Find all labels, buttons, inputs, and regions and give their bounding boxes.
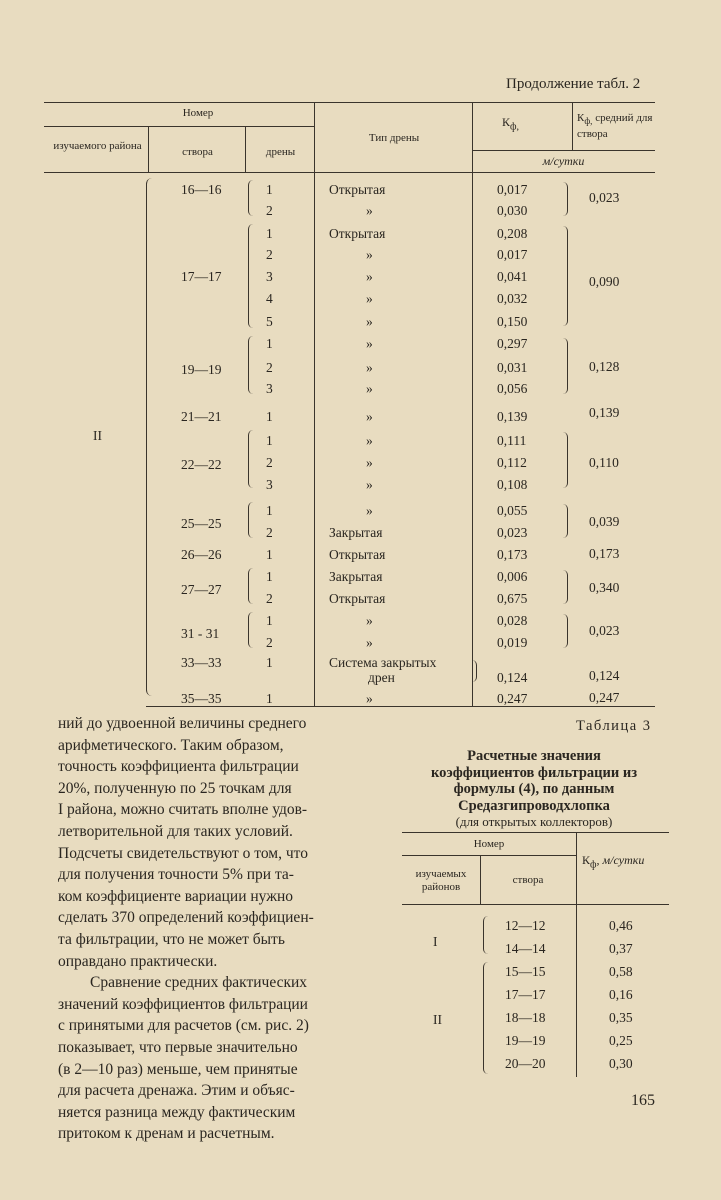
paragraph-line: летворительной для таких условий. bbox=[58, 822, 293, 840]
paragraph-line: точность коэффициента фильтрации bbox=[58, 758, 299, 776]
paragraph-line: для расчета дренажа. Этим и объяс- bbox=[58, 1082, 295, 1100]
paragraph-line: арифметического. Таким образом, bbox=[58, 736, 284, 754]
drena-number: 4 bbox=[266, 291, 273, 306]
avg-brace bbox=[561, 226, 568, 326]
stvor-label: 12—12 bbox=[505, 918, 546, 933]
drena-number: 1 bbox=[266, 547, 273, 562]
title-line: коэффициентов фильтрации из bbox=[430, 764, 638, 781]
kf-value: 0,030 bbox=[497, 203, 528, 218]
drena-number: 1 bbox=[266, 433, 273, 448]
drain-type: » bbox=[366, 455, 373, 470]
stvor-label: 16—16 bbox=[181, 182, 222, 197]
kf-average: 0,039 bbox=[589, 514, 620, 529]
kf-value: 0,032 bbox=[497, 291, 528, 306]
kf-unit: , м/сутки bbox=[596, 853, 645, 867]
kf-value: 0,017 bbox=[497, 247, 528, 262]
kf-value: 0,25 bbox=[609, 1033, 633, 1048]
drena-number: 1 bbox=[266, 336, 273, 351]
kf-value: 0,208 bbox=[497, 226, 528, 241]
kf-value: 0,124 bbox=[497, 670, 528, 685]
drena-number: 1 bbox=[266, 409, 273, 424]
kf-value: 0,37 bbox=[609, 941, 633, 956]
kf-avg-label: средний для створа bbox=[577, 112, 653, 141]
district-brace bbox=[146, 178, 155, 696]
rule bbox=[146, 706, 655, 707]
kf-value: 0,150 bbox=[497, 314, 528, 329]
rule bbox=[148, 126, 149, 172]
kf-avg-subscript: ф, bbox=[584, 116, 593, 127]
avg-brace bbox=[561, 570, 568, 604]
district-label: II bbox=[93, 428, 102, 443]
group-brace bbox=[483, 916, 490, 954]
group-brace bbox=[248, 180, 255, 216]
t3-header-stvor: створа bbox=[512, 874, 544, 886]
stvor-label: 31 - 31 bbox=[181, 626, 220, 641]
kf-value: 0,111 bbox=[497, 433, 527, 448]
rule bbox=[472, 102, 473, 706]
kf-average: 0,023 bbox=[589, 623, 620, 638]
kf-value: 0,019 bbox=[497, 635, 528, 650]
drena-number: 2 bbox=[266, 203, 273, 218]
table-3-label: Таблица 3 bbox=[576, 718, 652, 734]
kf-subscript: ф, bbox=[510, 121, 519, 133]
kf-value: 0,30 bbox=[609, 1056, 633, 1071]
avg-brace bbox=[561, 432, 568, 488]
drena-number: 2 bbox=[266, 360, 273, 375]
district-label: II bbox=[433, 1012, 442, 1027]
drena-number: 1 bbox=[266, 182, 273, 197]
kf-value: 0,056 bbox=[497, 381, 528, 396]
col-header-tip: Тип дрены bbox=[368, 132, 420, 144]
drain-type: » bbox=[366, 503, 373, 518]
stvor-label: 15—15 bbox=[505, 964, 546, 979]
drain-type: » bbox=[366, 314, 373, 329]
paragraph-line: няется разница между фактическим bbox=[58, 1103, 296, 1121]
drain-type: » bbox=[366, 291, 373, 306]
stvor-label: 27—27 bbox=[181, 582, 222, 597]
kf-average: 0,124 bbox=[589, 668, 620, 683]
drain-type: » bbox=[366, 247, 373, 262]
drena-number: 2 bbox=[266, 455, 273, 470]
kf-value: 0,46 bbox=[609, 918, 633, 933]
t3-header-rayon: изучаемых районов bbox=[415, 868, 467, 893]
stvor-label: 20—20 bbox=[505, 1056, 546, 1071]
drain-type: Открытая bbox=[329, 182, 386, 197]
kf-value: 0,017 bbox=[497, 182, 528, 197]
drain-type: » bbox=[366, 433, 373, 448]
avg-brace bbox=[561, 504, 568, 538]
page-number: 165 bbox=[631, 1092, 655, 1109]
rule bbox=[44, 172, 655, 173]
paragraph-line: с принятыми для расчетов (см. рис. 2) bbox=[58, 1017, 309, 1035]
drain-type: Открытая bbox=[329, 591, 386, 606]
rule bbox=[245, 126, 246, 172]
kf-value: 0,023 bbox=[497, 525, 528, 540]
title-line: Расчетные значения bbox=[467, 748, 601, 764]
kf-value: 0,031 bbox=[497, 360, 528, 375]
avg-brace bbox=[470, 660, 477, 682]
drain-type: » bbox=[366, 269, 373, 284]
drain-type: » bbox=[366, 381, 373, 396]
drena-number: 1 bbox=[266, 655, 273, 670]
district-label: I bbox=[433, 934, 438, 949]
kf-average: 0,128 bbox=[589, 359, 620, 374]
stvor-label: 35—35 bbox=[181, 691, 222, 706]
stvor-label: 25—25 bbox=[181, 516, 222, 531]
stvor-label: 14—14 bbox=[505, 941, 546, 956]
drain-type: » bbox=[366, 360, 373, 375]
kf-average: 0,173 bbox=[589, 546, 620, 561]
drain-type: » bbox=[366, 635, 373, 650]
drena-number: 2 bbox=[266, 525, 273, 540]
kf-value: 0,173 bbox=[497, 547, 528, 562]
rule bbox=[402, 832, 669, 833]
kf-avg-letter: К bbox=[577, 112, 585, 124]
rule bbox=[572, 102, 573, 150]
paragraph-line: ний до удвоенной величины среднего bbox=[58, 715, 307, 732]
avg-brace bbox=[561, 614, 568, 648]
stvor-label: 21—21 bbox=[181, 409, 222, 424]
kf-value: 0,35 bbox=[609, 1010, 633, 1025]
table-3-title bbox=[398, 748, 670, 814]
paragraph-line: I района, можно считать вполне удов- bbox=[58, 801, 308, 819]
col-header-unit: м/сутки bbox=[542, 154, 585, 168]
kf-average: 0,023 bbox=[589, 190, 620, 205]
drain-type: » bbox=[366, 613, 373, 628]
kf-average: 0,139 bbox=[589, 405, 620, 420]
kf-value: 0,108 bbox=[497, 477, 528, 492]
drain-type: Система закрытых bbox=[329, 655, 437, 670]
drain-type: » bbox=[366, 336, 373, 351]
kf-average: 0,110 bbox=[589, 455, 619, 470]
paragraph-line: значений коэффициентов фильтрации bbox=[58, 995, 308, 1013]
group-brace bbox=[248, 502, 255, 538]
stvor-label: 19—19 bbox=[181, 362, 222, 377]
kf-subscript: ф bbox=[590, 859, 597, 871]
group-brace bbox=[248, 430, 255, 488]
drena-number: 1 bbox=[266, 691, 273, 706]
rule bbox=[402, 904, 669, 905]
avg-brace bbox=[561, 182, 568, 216]
body-paragraph bbox=[58, 713, 376, 1145]
group-brace bbox=[483, 962, 490, 1074]
kf-value: 0,006 bbox=[497, 569, 528, 584]
stvor-label: 26—26 bbox=[181, 547, 222, 562]
kf-value: 0,041 bbox=[497, 269, 528, 284]
title-line: формулы (4), по данным bbox=[453, 781, 615, 797]
group-brace bbox=[248, 224, 255, 328]
kf-value: 0,675 bbox=[497, 591, 528, 606]
drain-type: Закрытая bbox=[329, 525, 383, 540]
kf-value: 0,028 bbox=[497, 613, 528, 628]
title-line: Средазгипроводхлопка bbox=[458, 797, 610, 814]
kf-value: 0,58 bbox=[609, 964, 633, 979]
rule bbox=[44, 126, 314, 127]
drena-number: 3 bbox=[266, 381, 273, 396]
t3-header-nomer: Номер bbox=[473, 838, 505, 850]
group-brace bbox=[248, 336, 255, 394]
avg-brace bbox=[561, 338, 568, 394]
drain-type: » bbox=[366, 409, 373, 424]
drain-type: дрен bbox=[368, 670, 395, 685]
drain-type: » bbox=[366, 203, 373, 218]
col-header-rayon: изучаемого района bbox=[53, 140, 142, 152]
kf-value: 0,112 bbox=[497, 455, 527, 470]
drena-number: 3 bbox=[266, 477, 273, 492]
drain-type: Открытая bbox=[329, 547, 386, 562]
kf-value: 0,16 bbox=[609, 987, 633, 1002]
rule bbox=[402, 855, 576, 856]
paragraph-line: Сравнение средних фактических bbox=[90, 974, 308, 992]
kf-average: 0,247 bbox=[589, 690, 620, 705]
stvor-label: 19—19 bbox=[505, 1033, 546, 1048]
drena-number: 1 bbox=[266, 613, 273, 628]
drain-type: Закрытая bbox=[329, 569, 383, 584]
kf-average: 0,340 bbox=[589, 580, 620, 595]
col-header-kf bbox=[502, 116, 552, 133]
paragraph-line: 20%, полученную по 25 точкам для bbox=[58, 779, 292, 797]
paragraph-line: показывает, что первые значительно bbox=[58, 1038, 298, 1056]
t3-header-kf bbox=[582, 854, 674, 871]
paragraph-line: (в 2—10 раз) меньше, чем принятые bbox=[58, 1060, 298, 1078]
stvor-label: 18—18 bbox=[505, 1010, 546, 1025]
rule bbox=[472, 150, 655, 151]
col-header-nomer: Номер bbox=[182, 107, 214, 119]
drain-type: » bbox=[366, 477, 373, 492]
kf-value: 0,297 bbox=[497, 336, 528, 351]
paragraph-line: Подсчеты свидетельствуют о том, что bbox=[58, 844, 308, 862]
stvor-label: 17—17 bbox=[181, 269, 222, 284]
table-continuation-caption: Продолжение табл. 2 bbox=[506, 76, 641, 92]
paragraph-line: оправдано практически. bbox=[58, 952, 218, 970]
rule bbox=[576, 832, 577, 1077]
col-header-stvor: створа bbox=[182, 146, 213, 158]
kf-letter: К bbox=[582, 853, 591, 867]
kf-letter: К bbox=[502, 115, 511, 129]
kf-value: 0,055 bbox=[497, 503, 528, 518]
stvor-label: 17—17 bbox=[505, 987, 546, 1002]
col-header-kf-avg bbox=[577, 112, 655, 141]
drena-number: 1 bbox=[266, 226, 273, 241]
paragraph-line: притоком к дренам и расчетным. bbox=[58, 1125, 275, 1143]
drena-number: 1 bbox=[266, 503, 273, 518]
drena-number: 1 bbox=[266, 569, 273, 584]
drena-number: 2 bbox=[266, 591, 273, 606]
kf-value: 0,247 bbox=[497, 691, 528, 706]
drena-number: 3 bbox=[266, 269, 273, 284]
group-brace bbox=[248, 568, 255, 604]
drena-number: 2 bbox=[266, 247, 273, 262]
paragraph-line: ком коэффициенте вариации нужно bbox=[58, 887, 293, 905]
paragraph-line: та фильтрации, что не может быть bbox=[58, 930, 285, 948]
table-3-subtitle: (для открытых коллекторов) bbox=[455, 814, 613, 829]
kf-value: 0,139 bbox=[497, 409, 528, 424]
drain-type: » bbox=[366, 691, 373, 706]
rule bbox=[44, 102, 655, 103]
paragraph-line: для получения точности 5% при та- bbox=[58, 866, 294, 884]
stvor-label: 22—22 bbox=[181, 457, 222, 472]
drena-number: 2 bbox=[266, 635, 273, 650]
kf-average: 0,090 bbox=[589, 274, 620, 289]
group-brace bbox=[248, 612, 255, 648]
stvor-label: 33—33 bbox=[181, 655, 222, 670]
drena-number: 5 bbox=[266, 314, 273, 329]
drain-type: Открытая bbox=[329, 226, 386, 241]
paragraph-line: сделать 370 определений коэффициен- bbox=[58, 909, 314, 927]
rule bbox=[314, 102, 315, 706]
col-header-dreny: дрены bbox=[265, 146, 296, 158]
